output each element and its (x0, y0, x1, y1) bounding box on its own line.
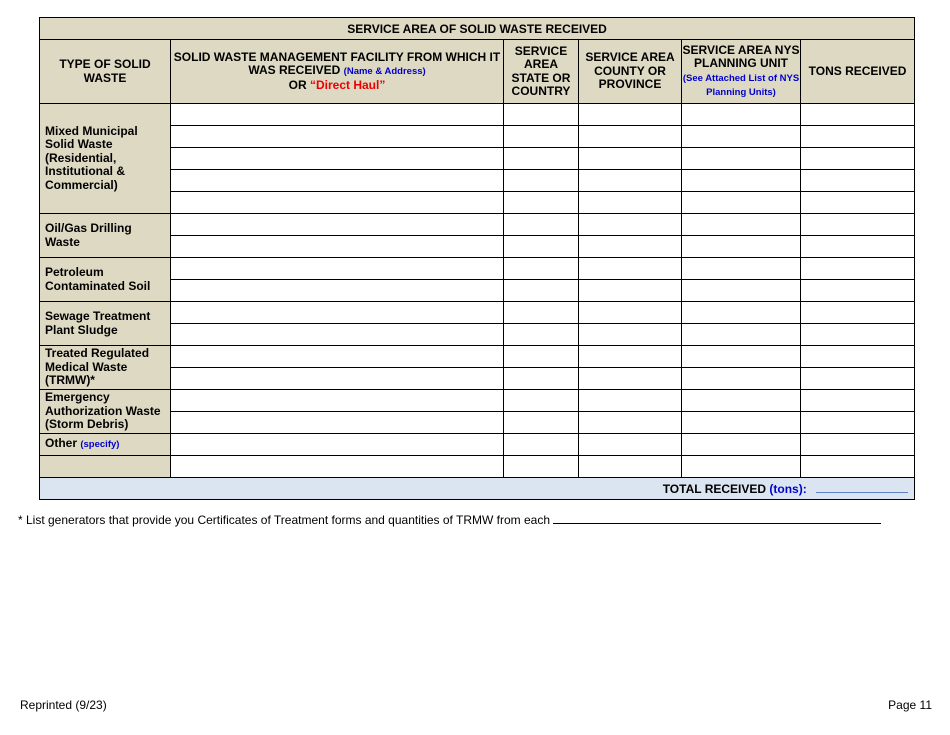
input-facility[interactable] (171, 412, 504, 434)
input-nys-unit[interactable] (682, 346, 801, 368)
input-facility[interactable] (171, 368, 504, 390)
input-tons[interactable] (801, 346, 915, 368)
input-nys-unit[interactable] (682, 214, 801, 236)
input-nys-unit[interactable] (682, 324, 801, 346)
input-county[interactable] (579, 324, 682, 346)
input-state[interactable] (504, 324, 579, 346)
input-nys-unit[interactable] (682, 456, 801, 478)
nys-header-main: SERVICE AREA NYS PLANNING UNIT (682, 42, 800, 70)
input-state[interactable] (504, 302, 579, 324)
input-state[interactable] (504, 346, 579, 368)
total-received-field[interactable] (816, 481, 908, 493)
input-county[interactable] (579, 148, 682, 170)
input-facility[interactable] (171, 126, 504, 148)
input-state[interactable] (504, 104, 579, 126)
input-nys-unit[interactable] (682, 390, 801, 412)
input-state[interactable] (504, 412, 579, 434)
footnote-blank-line[interactable] (553, 512, 881, 524)
input-county[interactable] (579, 126, 682, 148)
table-row (40, 412, 915, 434)
table-row (40, 104, 915, 126)
input-tons[interactable] (801, 280, 915, 302)
input-nys-unit[interactable] (682, 302, 801, 324)
input-tons[interactable] (801, 412, 915, 434)
reprinted-date: Reprinted (9/23) (20, 698, 107, 712)
input-county[interactable] (579, 258, 682, 280)
input-tons[interactable] (801, 148, 915, 170)
input-nys-unit[interactable] (682, 434, 801, 456)
input-county[interactable] (579, 192, 682, 214)
input-tons[interactable] (801, 258, 915, 280)
input-facility[interactable] (171, 258, 504, 280)
input-facility[interactable] (171, 214, 504, 236)
input-tons[interactable] (801, 324, 915, 346)
waste-type-label: Sewage Treatment Plant Sludge (40, 302, 171, 346)
footnote (18, 512, 881, 527)
table-row (40, 148, 915, 170)
input-county[interactable] (579, 390, 682, 412)
table-row (40, 368, 915, 390)
table-row (40, 434, 915, 456)
input-state[interactable] (504, 280, 579, 302)
input-county[interactable] (579, 214, 682, 236)
other-label: Other (45, 436, 78, 451)
input-county[interactable] (579, 170, 682, 192)
facility-header-direct-haul: “Direct Haul” (309, 77, 386, 92)
table-row (40, 346, 915, 368)
waste-type-label: Emergency Authorization Waste (Storm Debris) (40, 390, 171, 434)
input-nys-unit[interactable] (682, 368, 801, 390)
waste-type-label: Oil/Gas Drilling Waste (40, 214, 171, 258)
table-row (40, 390, 915, 412)
input-county[interactable] (579, 456, 682, 478)
input-state[interactable] (504, 390, 579, 412)
col-header-state: SERVICE AREA STATE OR COUNTRY (504, 40, 579, 104)
input-tons[interactable] (801, 302, 915, 324)
table-row (40, 214, 915, 236)
input-state[interactable] (504, 434, 579, 456)
input-county[interactable] (579, 412, 682, 434)
input-facility[interactable] (171, 346, 504, 368)
input-county[interactable] (579, 346, 682, 368)
col-header-nys (682, 40, 801, 104)
input-nys-unit[interactable] (682, 280, 801, 302)
input-state[interactable] (504, 368, 579, 390)
table-row (40, 236, 915, 258)
input-nys-unit[interactable] (682, 258, 801, 280)
table-row (40, 258, 915, 280)
input-facility[interactable] (171, 192, 504, 214)
input-state[interactable] (504, 236, 579, 258)
facility-header-main: SOLID WASTE MANAGEMENT FACILITY FROM WHICH IT WAS RECEIVED (173, 49, 501, 78)
table-row (40, 126, 915, 148)
input-nys-unit[interactable] (682, 192, 801, 214)
input-nys-unit[interactable] (682, 170, 801, 192)
input-facility[interactable] (171, 236, 504, 258)
input-state[interactable] (504, 148, 579, 170)
waste-type-label: Petroleum Contaminated Soil (40, 258, 171, 302)
input-county[interactable] (579, 280, 682, 302)
input-facility[interactable] (171, 148, 504, 170)
table-row (40, 302, 915, 324)
other-type-cell (40, 434, 171, 456)
input-county[interactable] (579, 236, 682, 258)
facility-header-or: OR (288, 77, 307, 92)
col-header-tons: TONS RECEIVED (801, 40, 915, 104)
input-tons[interactable] (801, 192, 915, 214)
input-facility[interactable] (171, 390, 504, 412)
table-row (40, 324, 915, 346)
table-row (40, 280, 915, 302)
input-tons[interactable] (801, 214, 915, 236)
input-nys-unit[interactable] (682, 104, 801, 126)
col-header-facility (171, 40, 504, 104)
input-nys-unit[interactable] (682, 126, 801, 148)
input-facility[interactable] (171, 434, 504, 456)
input-facility[interactable] (171, 280, 504, 302)
input-county[interactable] (579, 302, 682, 324)
input-tons[interactable] (801, 170, 915, 192)
table-row (40, 192, 915, 214)
page-number: Page 11 (888, 698, 932, 712)
input-county[interactable] (579, 434, 682, 456)
input-tons[interactable] (801, 390, 915, 412)
input-tons[interactable] (801, 456, 915, 478)
input-facility[interactable] (171, 324, 504, 346)
input-state[interactable] (504, 192, 579, 214)
input-tons[interactable] (801, 434, 915, 456)
input-nys-unit[interactable] (682, 148, 801, 170)
input-tons[interactable] (801, 104, 915, 126)
table-row (40, 456, 915, 478)
waste-type-label: Treated Regulated Medical Waste (TRMW)* (40, 346, 171, 390)
input-facility[interactable] (171, 104, 504, 126)
input-nys-unit[interactable] (682, 412, 801, 434)
col-header-type: TYPE OF SOLID WASTE (40, 40, 171, 104)
input-facility[interactable] (171, 302, 504, 324)
other-specify-note: (specify) (80, 439, 120, 451)
other-type-specify-field[interactable] (40, 456, 171, 478)
total-received-unit: (tons): (769, 482, 807, 496)
input-facility[interactable] (171, 170, 504, 192)
total-received-row (40, 478, 915, 500)
input-facility[interactable] (171, 456, 504, 478)
table-title: SERVICE AREA OF SOLID WASTE RECEIVED (40, 18, 915, 40)
input-state[interactable] (504, 258, 579, 280)
input-tons[interactable] (801, 368, 915, 390)
nys-header-note: (See Attached List of NYS Planning Units) (682, 72, 800, 98)
input-nys-unit[interactable] (682, 236, 801, 258)
input-county[interactable] (579, 368, 682, 390)
input-state[interactable] (504, 170, 579, 192)
input-state[interactable] (504, 214, 579, 236)
input-tons[interactable] (801, 236, 915, 258)
footnote-text: * List generators that provide you Certificates of Treatment forms and quantities of TRMW from each (18, 513, 551, 527)
input-state[interactable] (504, 456, 579, 478)
input-tons[interactable] (801, 126, 915, 148)
col-header-county: SERVICE AREA COUNTY OR PROVINCE (579, 40, 682, 104)
total-received-label: TOTAL RECEIVED (662, 482, 767, 496)
solid-waste-table (39, 17, 915, 500)
waste-type-label: Mixed Municipal Solid Waste (Residential, Institutional & Commercial) (40, 104, 171, 214)
table-row (40, 170, 915, 192)
facility-header-note: (Name & Address) (343, 66, 426, 78)
input-state[interactable] (504, 126, 579, 148)
input-county[interactable] (579, 104, 682, 126)
